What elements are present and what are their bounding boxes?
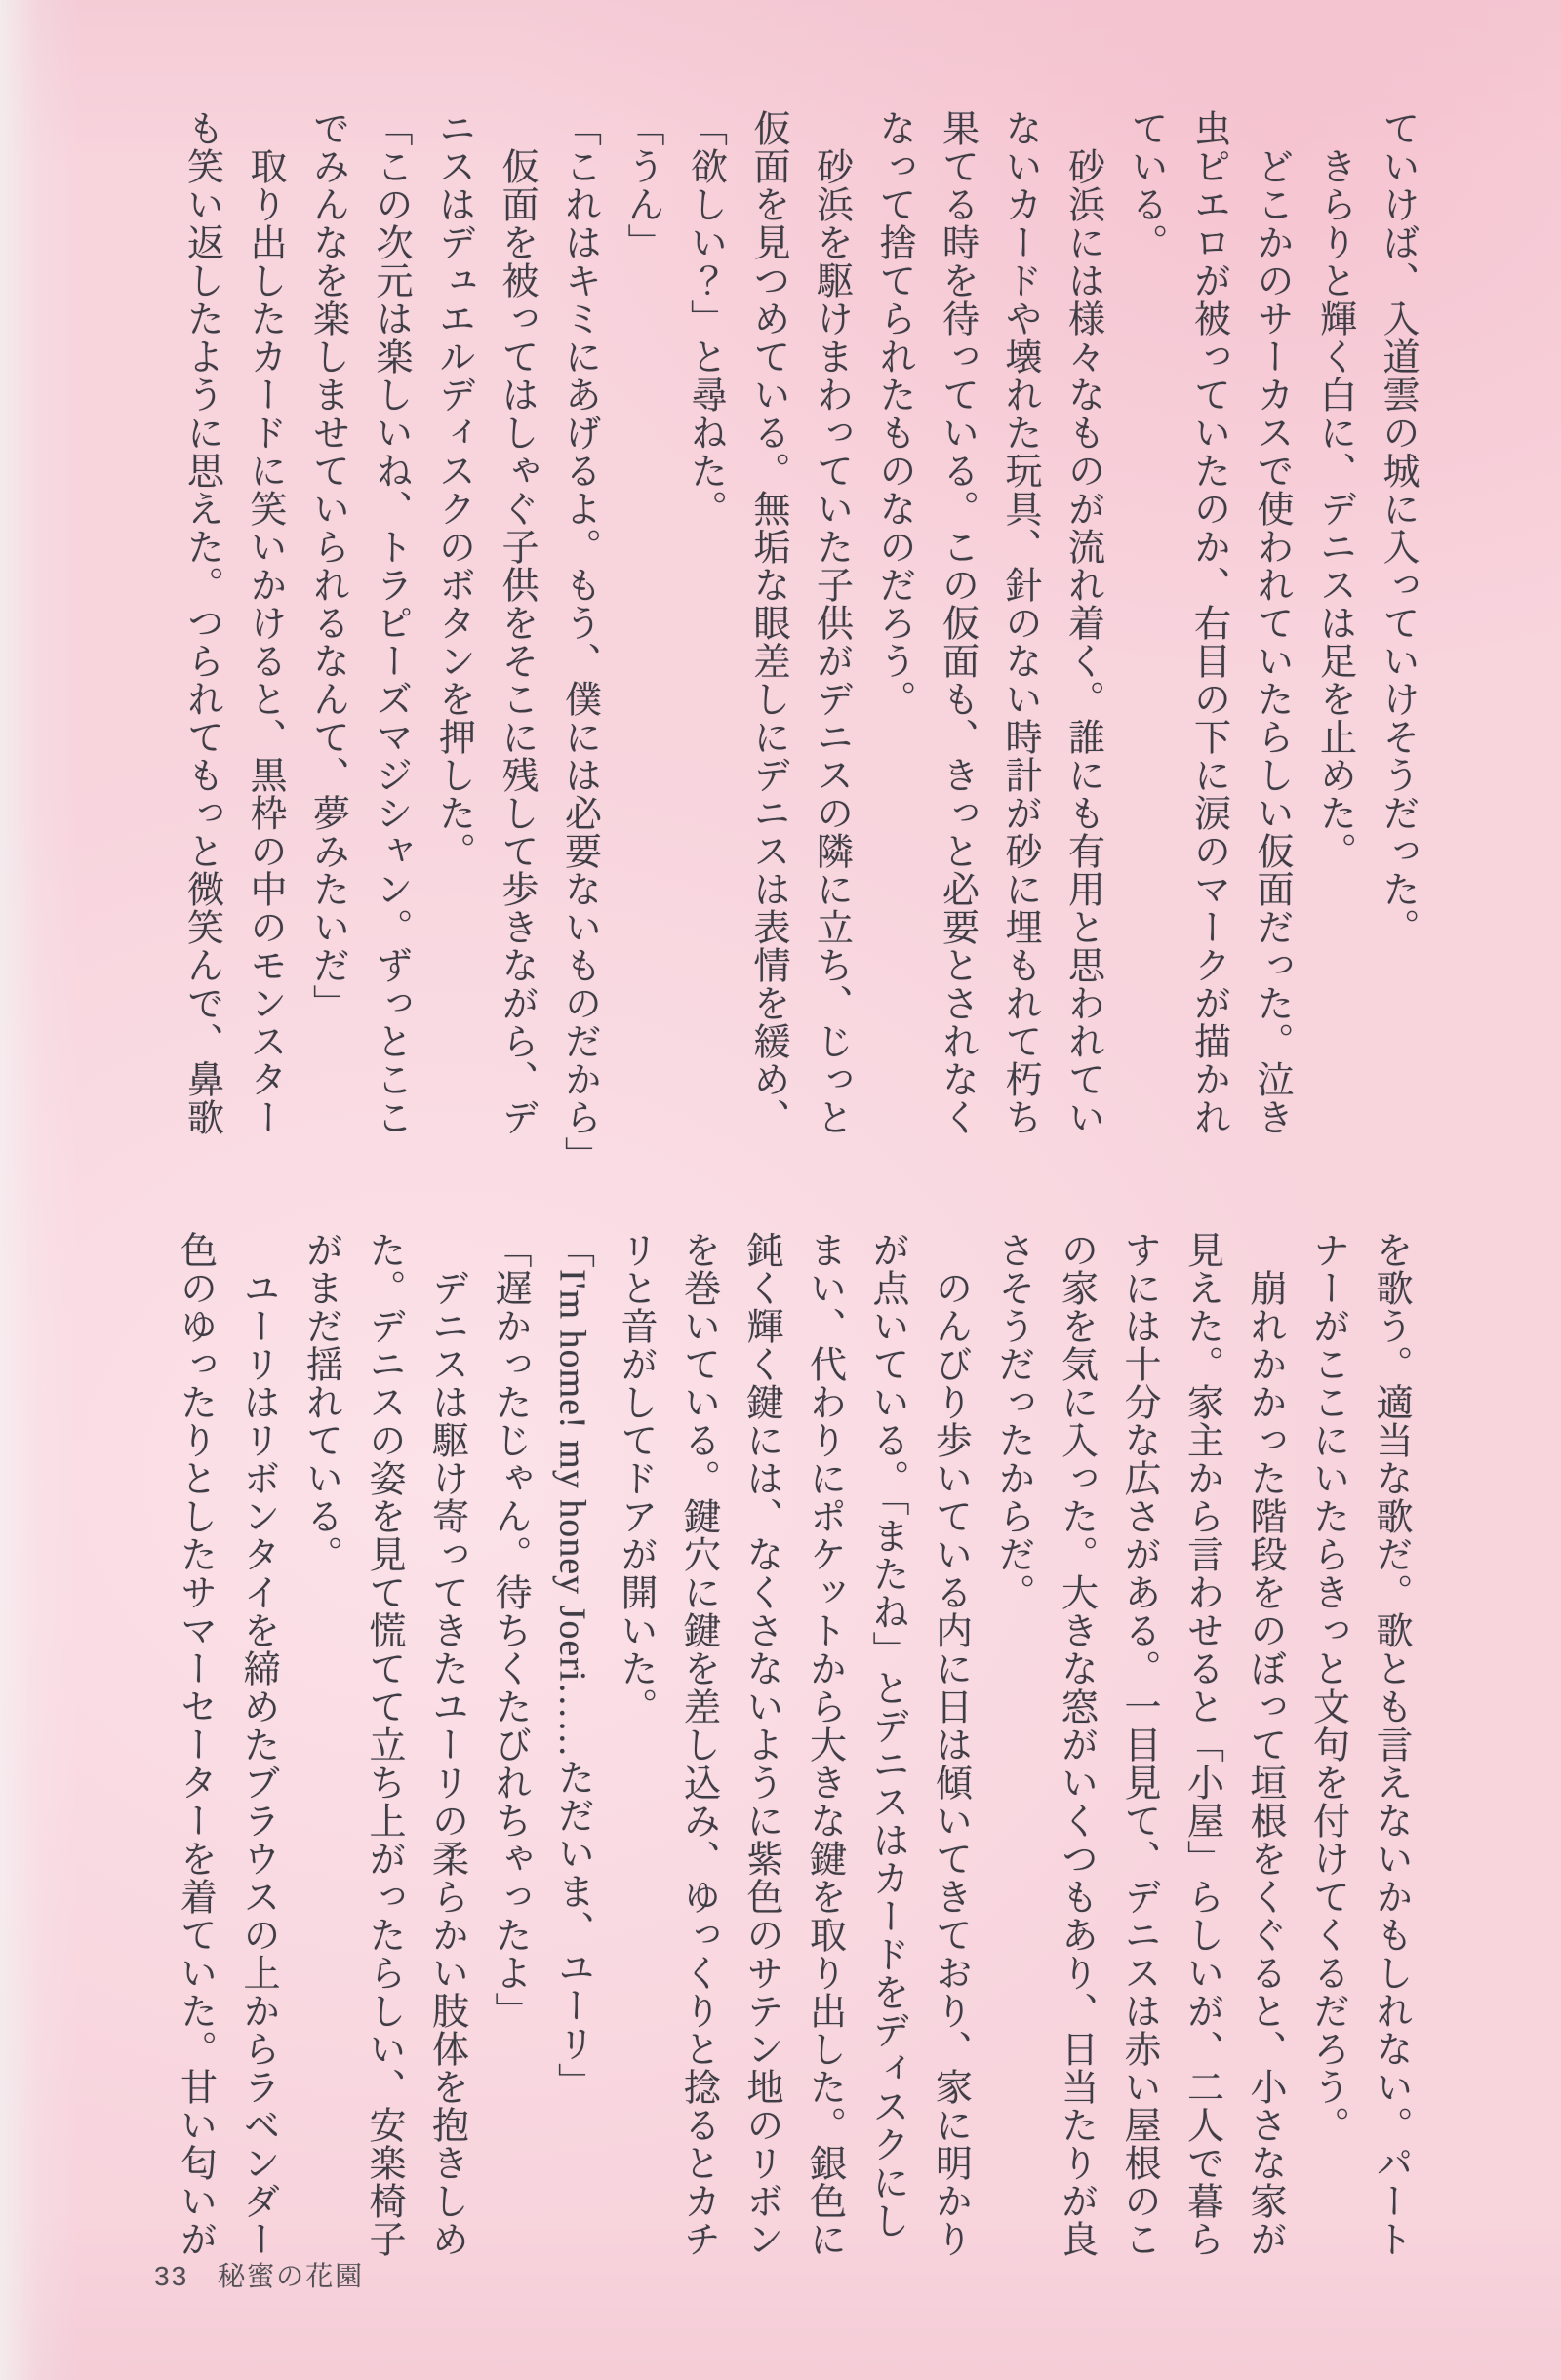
text-column: まい、代わりにポケットから大きな鍵を取り出した。銀色に: [803, 1231, 845, 2258]
text-column: 「この次元は楽しいね、トラピーズマジシャン。ずっとここ: [370, 109, 411, 1136]
text-column: が点いている。「またね」とデニスはカードをディスクにし: [866, 1231, 907, 2240]
text-column: 仮面を見つめている。無垢な眼差しにデニスは表情を緩め、: [747, 109, 788, 1136]
text-column: ユーリはリボンタイを締めたブラウスの上からラベンダー: [237, 1231, 278, 2258]
text-column: た。デニスの姿を見て慌てて立ち上がったらしい、安楽椅子: [363, 1231, 404, 2258]
text-column: 取り出したカードに笑いかけると、黒枠の中のモンスター: [244, 109, 285, 1136]
text-column: でみんなを楽しませていられるなんて、夢みたいだ」: [306, 109, 348, 1022]
text-column: 崩れかかった階段をのぼって垣根をくぐると、小さな家が: [1244, 1231, 1285, 2258]
text-block-bottom: [163, 1231, 1421, 2261]
text-column: も笑い返したように思えた。つられてもっと微笑んで、鼻歌: [180, 109, 222, 1136]
text-column: ていけば、入道雲の城に入っていけそうだった。: [1377, 109, 1418, 946]
text-column: 「これはキミにあげるよ。もう、僕には必要ないものだから」: [558, 109, 600, 1174]
text-column: を歌う。適当な歌だ。歌とも言えないかもしれない。パート: [1370, 1231, 1411, 2258]
text-column: きらりと輝く白に、デニスは足を止めた。: [1313, 109, 1355, 870]
text-column: デニスは駆け寄ってきたユーリの柔らかい肢体を抱きしめ: [425, 1231, 467, 2258]
page-number: 33: [154, 2261, 189, 2291]
text-column: 仮面を被ってはしゃぐ子供をそこに残して歩きながら、デ: [496, 109, 537, 1136]
text-column: すには十分な広さがある。一目見て、デニスは赤い屋根のこ: [1118, 1231, 1159, 2258]
text-column: 虫ピエロが被っていたのか、右目の下に涙のマークが描かれ: [1187, 109, 1229, 1136]
text-column: 果てる時を待っている。この仮面も、きっと必要とされなく: [936, 109, 978, 1136]
text-block-top: [170, 109, 1428, 1174]
text-column: 「I'm home! my honey Joeri……ただいま、ユーリ」: [551, 1231, 593, 2101]
text-column: 砂浜には様々なものが流れ着く。誰にも有用と思われてい: [1061, 109, 1103, 1136]
text-column: のんびり歩いている内に日は傾いてきており、家に明かり: [929, 1231, 971, 2258]
text-column: 「うん」: [621, 109, 662, 261]
text-column: 見えた。家主から言わせると「小屋」らしいが、二人で暮ら: [1181, 1231, 1222, 2258]
text-column: 砂浜を駆けまわっていた子供がデニスの隣に立ち、じっと: [810, 109, 852, 1136]
text-column: を巻いている。鍵穴に鍵を差し込み、ゆっくりと捻るとカチ: [677, 1231, 719, 2258]
text-column: 鈍く輝く鍵には、なくさないように紫色のサテン地のリボン: [740, 1231, 781, 2258]
text-column: ニスはデュエルディスクのボタンを押した。: [432, 109, 474, 870]
text-column: の家を気に入った。大きな窓がいくつもあり、日当たりが良: [1055, 1231, 1097, 2258]
book-title: 秘蜜の花園: [218, 2261, 365, 2291]
text-column: 色のゆったりとしたサマーセーターを着ていた。甘い匂いが: [174, 1231, 216, 2258]
text-column: さそうだったからだ。: [992, 1231, 1033, 1611]
text-column: 「欲しい？」と尋ねた。: [684, 109, 726, 528]
text-column: 「遅かったじゃん。待ちくたびれちゃったよ」: [489, 1231, 530, 2030]
text-column: がまだ揺れている。: [300, 1231, 341, 1573]
text-column: リと音がしてドアが開いた。: [615, 1231, 656, 1726]
page-footer: [154, 2255, 364, 2294]
text-column: ナーがここにいたらきっと文句を付けてくるだろう。: [1306, 1231, 1348, 2144]
text-column: ないカードや壊れた玩具、針のない時計が砂に埋もれて朽ち: [999, 109, 1040, 1136]
text-column: どこかのサーカスで使われていたらしい仮面だった。泣き: [1251, 109, 1292, 1136]
text-column: ている。: [1125, 109, 1166, 261]
text-column: なって捨てられたものなのだろう。: [873, 109, 914, 718]
